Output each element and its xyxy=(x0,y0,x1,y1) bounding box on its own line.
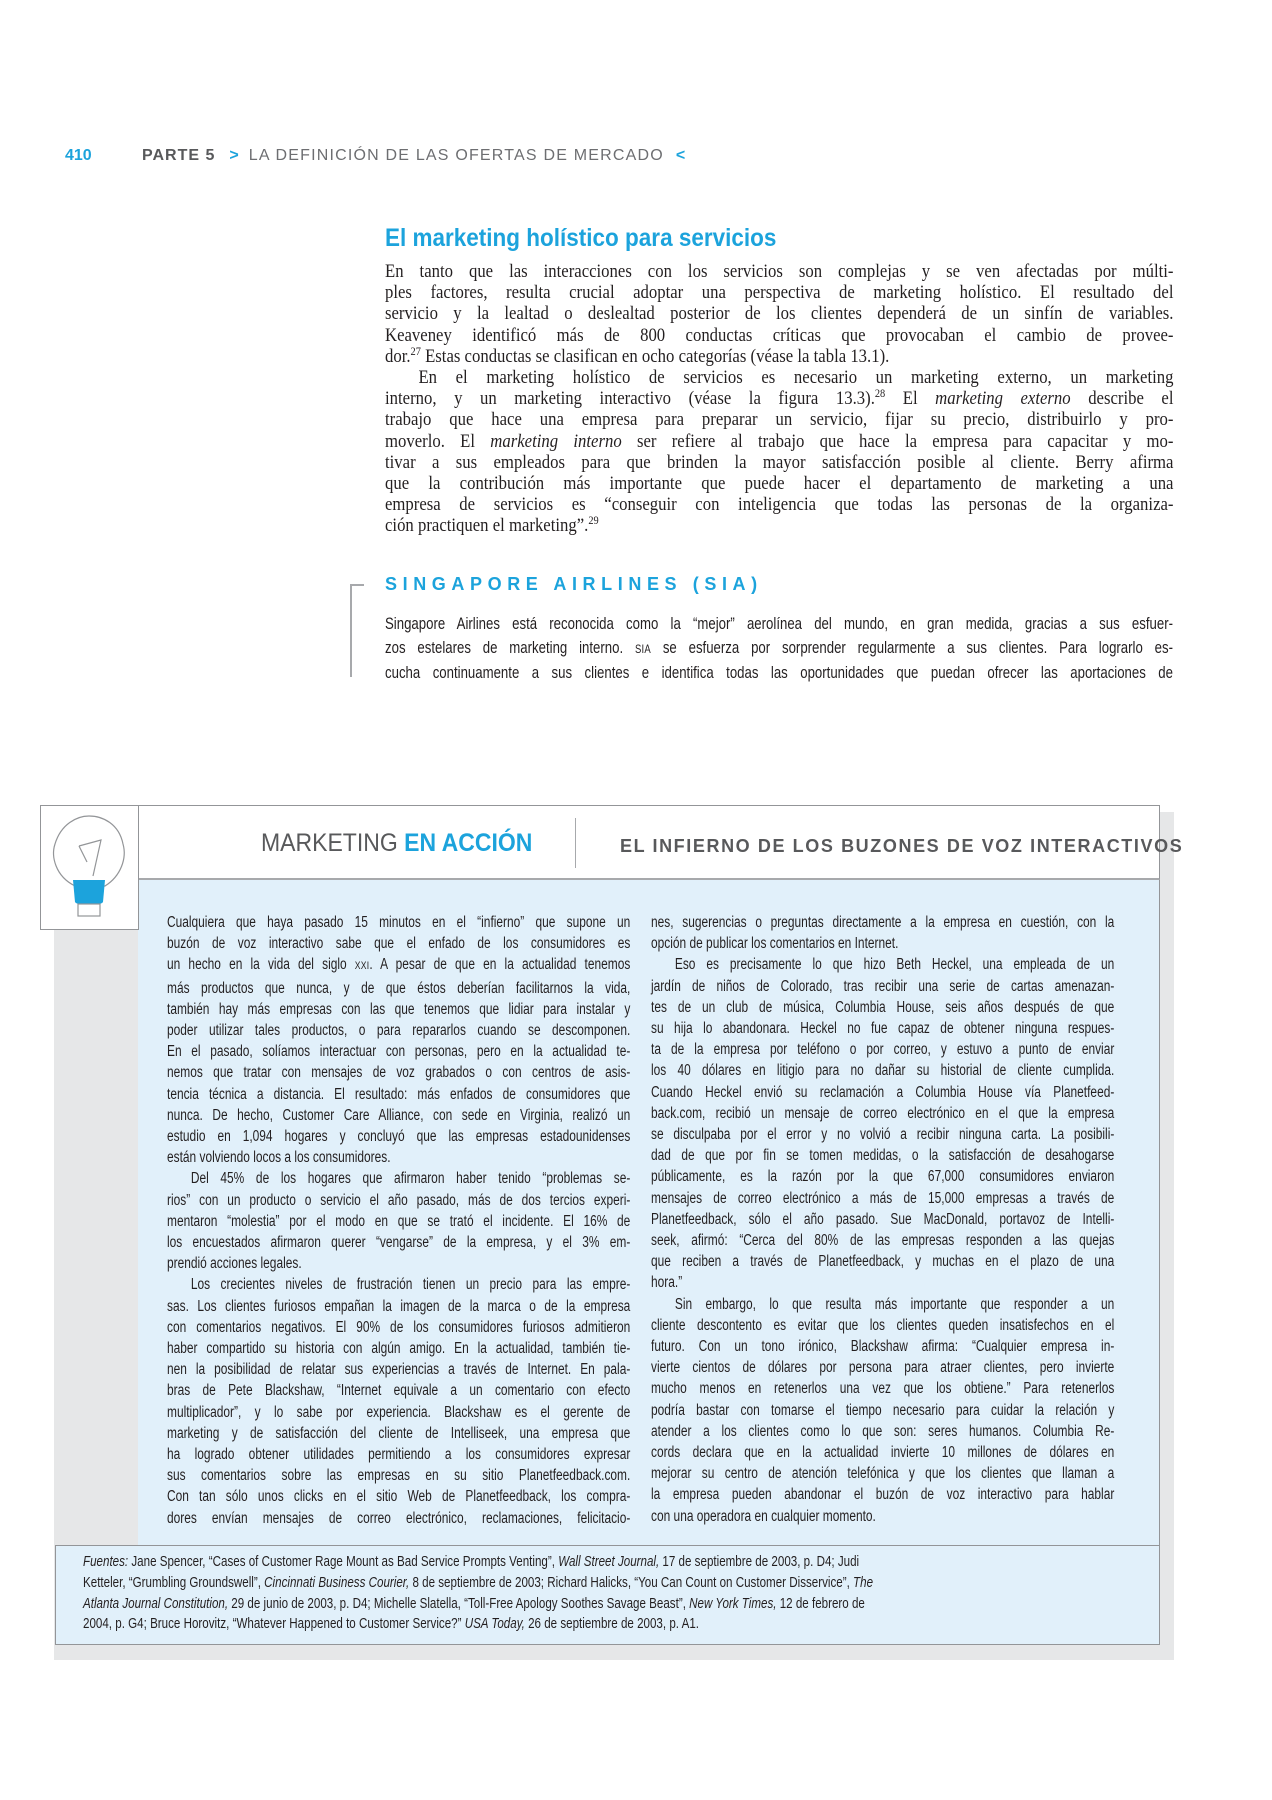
text-line xyxy=(385,367,1173,388)
text-run: ta de la empresa por teléfono o por correo, y estuvo a punto de enviar xyxy=(651,1041,1115,1059)
box-header xyxy=(138,805,1184,880)
text-line xyxy=(651,1230,1114,1251)
text-run: prendió acciones legales. xyxy=(167,1255,302,1273)
text-run: más productos que nunca, y de que éstos deberían facilitarnos la vida, xyxy=(167,979,631,997)
text-run: . A pesar de que en la actualidad tenemos xyxy=(369,956,631,974)
text-run: cliente descontento es evitar que los clientes queden insatisfechos en el xyxy=(651,1316,1115,1334)
box-body xyxy=(138,880,1160,1545)
text-run: ser refiere al trabajo que hace la empresa para capacitar y mo- xyxy=(621,430,1174,452)
text-run: vierte cientos de dólares por persona para atraer clientes, pero invierte xyxy=(651,1359,1115,1377)
text-line xyxy=(167,1465,630,1486)
text-line xyxy=(167,1147,630,1168)
text-line xyxy=(167,933,630,954)
text-run: haber compartido su historia con algún amigo. En la actualidad, también tie- xyxy=(167,1340,631,1358)
text-line xyxy=(385,636,1173,661)
text-line xyxy=(385,261,1173,282)
text-line xyxy=(167,1253,630,1274)
box-column-right xyxy=(651,912,1114,1527)
text-line xyxy=(651,1209,1114,1230)
text-run: En tanto que las interacciones con los servicios son complejas y se ven afectadas por múlti- xyxy=(385,261,1174,282)
text-line xyxy=(167,1296,630,1317)
text-run: cucha continuamente a sus clientes e identifica todas las oportunidades que puedan ofrecer las aportaciones de xyxy=(385,664,1173,682)
text-run: están volviendo locos a los consumidores. xyxy=(167,1149,391,1167)
text-run: sas. Los clientes furiosos empañan la imagen de la marca o de la empresa xyxy=(167,1297,631,1315)
text-line xyxy=(385,612,1173,636)
text-run: sus comentarios sobre las empresas en su sitio Planetfeedback.com. xyxy=(167,1467,631,1485)
text-run: los 40 dólares en litigio para no dañar su historial de cliente cumplida. xyxy=(651,1062,1115,1080)
text-line xyxy=(651,1082,1114,1103)
box-label-regular: MARKETING xyxy=(261,829,405,857)
text-run: 8 de septiembre de 2003; Richard Halicks, “You Can Count on Customer Disservice”, xyxy=(409,1574,854,1591)
text-run: 26 de septiembre de 2003, p. A1. xyxy=(524,1616,699,1633)
text-run: también hay más empresas con las que tenemos que lidiar para instalar y xyxy=(167,1000,631,1018)
text-run: En el marketing holístico de servicios es necesario un marketing externo, un marketing xyxy=(418,367,1174,389)
text-run: su hija lo abandonara. Heckel no fue capaz de obtener ninguna respues- xyxy=(651,1020,1115,1038)
sia-bracket-rule xyxy=(350,584,364,677)
text-run: 12 de febrero de xyxy=(776,1595,865,1612)
text-run: que reciben a través de Planetfeedback, y muchas en el plazo de una xyxy=(651,1253,1115,1271)
text-line xyxy=(167,1126,630,1147)
text-line xyxy=(167,912,630,933)
text-line xyxy=(83,1614,995,1635)
text-run: interno, y un marketing interactivo (véase la figura 13.3). xyxy=(385,388,875,410)
text-line xyxy=(167,1190,630,1211)
text-line xyxy=(167,1402,630,1423)
text-run: Estas conductas se clasifican en ocho categorías (véase la tabla 13.1). xyxy=(420,345,890,367)
text-run: futuro. Con un tono irónico, Blackshaw afirma: “Cualquier empresa in- xyxy=(651,1338,1115,1356)
italic-run: Atlanta Journal Constitution, xyxy=(83,1595,229,1612)
text-line xyxy=(167,999,630,1020)
text-line xyxy=(385,494,1173,515)
text-line xyxy=(651,1421,1114,1442)
text-line xyxy=(651,933,1114,954)
text-line xyxy=(167,1338,630,1359)
text-line xyxy=(167,1062,630,1083)
box-title: EL INFIERNO DE LOS BUZONES DE VOZ INTERACTIVOS xyxy=(620,836,1184,856)
footnote-ref: 29 xyxy=(588,514,599,528)
text-run: buzón de voz interactivo sabe que el enfado de los consumidores es xyxy=(167,935,631,953)
text-run: mejorar su centro de atención telefónica y que los clientes que llaman a xyxy=(651,1465,1115,1483)
text-run: mentaron “molestia” por el modo en que se trató el incidente. El 16% de xyxy=(167,1212,631,1230)
text-line xyxy=(651,912,1114,933)
text-line xyxy=(651,1124,1114,1145)
text-run: se disculpaba por el error y no volvió a recibir ninguna carta. La posibili- xyxy=(651,1126,1115,1144)
text-line xyxy=(167,978,630,999)
text-line xyxy=(651,1506,1114,1527)
sia-body-text xyxy=(385,612,1173,685)
text-line xyxy=(167,1359,630,1380)
text-run: ción practiquen el marketing”. xyxy=(385,515,589,537)
running-header xyxy=(65,147,695,165)
text-run: cords declara que en la actualidad invierte 10 millones de dólares en xyxy=(651,1444,1115,1462)
text-line xyxy=(651,1378,1114,1399)
text-run: mensajes de correo electrónico a más de 15,000 empresas a través de xyxy=(651,1189,1115,1207)
text-run: ha logrado obtener utilidades permitiendo a los consumidores expresar xyxy=(167,1446,631,1464)
text-run: dor. xyxy=(385,345,411,367)
text-run: estudio en 1,094 hogares y concluyó que las empresas estadounidenses xyxy=(167,1128,631,1146)
text-line xyxy=(651,1294,1114,1315)
text-run: un hecho en la vida del siglo xyxy=(167,956,355,974)
text-run: En el pasado, solíamos interactuar con personas, pero en la actualidad te- xyxy=(167,1043,631,1061)
text-line xyxy=(651,1484,1114,1505)
text-run: Eso es precisamente lo que hizo Beth Heckel, una empleada de un xyxy=(674,956,1115,974)
header-divider xyxy=(575,818,576,868)
italic-run: marketing externo xyxy=(935,388,1071,410)
sources-footer xyxy=(55,1545,1160,1645)
text-run: con una operadora en cualquier momento. xyxy=(651,1507,876,1525)
text-run: zos estelares de marketing interno. xyxy=(385,639,635,657)
text-run: nunca. De hecho, Customer Care Alliance, con sede en Virginia, realizó un xyxy=(167,1106,631,1124)
chevron-right-icon: > xyxy=(229,147,239,164)
text-run: nen la posibilidad de relatar sus experiencias a través de Internet. En pala- xyxy=(167,1361,631,1379)
text-line xyxy=(651,1357,1114,1378)
text-run: bras de Pete Blackshaw, “Internet equivale a un comentario con efecto xyxy=(167,1382,631,1400)
section-heading: El marketing holístico para servicios xyxy=(385,224,777,252)
text-run: Planetfeedback, sólo el año pasado. Sue MacDonald, portavoz de Intelli- xyxy=(651,1210,1115,1228)
page-number: 410 xyxy=(65,147,92,164)
text-line xyxy=(167,1423,630,1444)
text-line xyxy=(385,409,1173,430)
text-line xyxy=(167,1232,630,1253)
text-line xyxy=(651,954,1114,975)
sources-text xyxy=(83,1552,995,1635)
text-run: 2004, p. G4; Bruce Horovitz, “Whatever Happened to Customer Service?” xyxy=(83,1616,465,1633)
text-line xyxy=(167,1084,630,1105)
text-run: Cualquiera que haya pasado 15 minutos en el “infierno” que supone un xyxy=(167,914,631,931)
text-run: trabajo que hace una empresa para preparar un servicio, fijar su precio, distribuirlo y pro- xyxy=(385,409,1174,431)
text-run: los encuestados afirmaron querer “vengarse” de la empresa, y el 3% em- xyxy=(167,1234,631,1252)
text-run: dad de que por fin se tomen medidas, o la satisfacción de desahogarse xyxy=(651,1147,1115,1165)
text-run: Con tan sólo unos clicks en el sitio Web de Planetfeedback, los compra- xyxy=(167,1488,631,1506)
text-run: Jane Spencer, “Cases of Customer Rage Mount as Bad Service Prompts Venting”, xyxy=(128,1554,559,1570)
text-run: atender a los clientes como lo que son: seres humanos. Columbia Re- xyxy=(651,1422,1115,1440)
main-body-text xyxy=(385,261,1173,537)
text-line xyxy=(167,1274,630,1295)
text-line xyxy=(651,1103,1114,1124)
text-run: poder utilizar tales productos, o para repararlos cuando se descomponen. xyxy=(167,1022,631,1040)
italic-run: Cincinnati Business Courier, xyxy=(264,1574,410,1591)
text-line xyxy=(385,661,1173,685)
footnote-ref: 28 xyxy=(874,387,886,401)
text-run: se esfuerza por sorprender regularmente a sus clientes. Para lograrlo es- xyxy=(650,639,1173,657)
text-run: ples factores, resulta crucial adoptar una perspectiva de marketing holístico. El resultado del xyxy=(385,282,1174,304)
italic-run: The xyxy=(853,1574,874,1591)
text-run: la empresa pueden abandonar el buzón de voz interactivo para hablar xyxy=(651,1486,1115,1504)
text-line xyxy=(651,1060,1114,1081)
text-line xyxy=(651,997,1114,1018)
text-line xyxy=(385,325,1173,346)
box-label xyxy=(261,829,532,858)
text-line xyxy=(651,1400,1114,1421)
text-line xyxy=(651,976,1114,997)
text-line xyxy=(83,1594,995,1615)
text-run: que la contribución más importante que puede hacer el departamento de marketing a una xyxy=(385,473,1174,495)
italic-run: USA Today, xyxy=(464,1616,525,1633)
text-run: Cuando Heckel envió su reclamación a Columbia House vía Planetfeed- xyxy=(651,1083,1115,1101)
text-line xyxy=(651,1145,1114,1166)
sia-heading: SINGAPORE AIRLINES (SIA) xyxy=(385,574,763,594)
footnote-ref: 27 xyxy=(410,344,421,358)
text-line xyxy=(385,431,1173,452)
text-run: tivar a sus empleados para que brinden la mayor satisfacción posible al cliente. Berry afirma xyxy=(385,451,1174,473)
text-line xyxy=(651,1166,1114,1187)
part-label: PARTE 5 xyxy=(142,147,216,164)
lightbulb-icon xyxy=(40,805,139,930)
text-run: opción de publicar los comentarios en Internet. xyxy=(651,935,899,953)
chevron-left-icon: < xyxy=(675,147,686,164)
text-run: públicamente, es la razón por la que 67,000 consumidores enviaron xyxy=(651,1168,1115,1186)
text-line xyxy=(167,1041,630,1062)
text-run: back.com, recibió un mensaje de correo electrónico en el que la empresa xyxy=(651,1104,1115,1122)
text-run: dores envían mensajes de correo electrónico, reclamaciones, felicitacio- xyxy=(167,1509,631,1527)
text-line xyxy=(385,303,1173,324)
text-line xyxy=(385,282,1173,303)
text-line xyxy=(651,1251,1114,1272)
text-line xyxy=(167,1508,630,1529)
text-run: 17 de septiembre de 2003, p. D4; Judi xyxy=(659,1554,860,1570)
text-line xyxy=(385,452,1173,473)
italic-run: New York Times, xyxy=(689,1595,777,1612)
text-line xyxy=(167,954,630,977)
text-run: El xyxy=(885,388,936,410)
text-run: jardín de niños de Colorado, tras recibir una serie de cartas amenazan- xyxy=(651,977,1115,995)
italic-run: Fuentes: xyxy=(83,1554,129,1570)
text-line xyxy=(651,1336,1114,1357)
italic-run: Wall Street Journal, xyxy=(558,1554,660,1570)
text-line xyxy=(651,1272,1114,1293)
section-label: LA DEFINICIÓN DE LAS OFERTAS DE MERCADO xyxy=(248,147,664,164)
text-run: servicio y la lealtad o deslealtad posterior de los clientes dependerá de un sinfín de variables. xyxy=(385,303,1174,325)
text-run: marketing y de satisfacción del cliente de Intelliseek, una empresa que xyxy=(167,1424,631,1442)
text-run: Singapore Airlines está reconocida como la “mejor” aerolínea del mundo, en gran medida, gracias a sus esfuer- xyxy=(385,615,1173,633)
text-run: podría bastar con tomarse el tiempo necesario para cuidar la relación y xyxy=(651,1401,1115,1419)
text-run: describe el xyxy=(1070,388,1174,410)
text-line xyxy=(167,1444,630,1465)
text-run: Del 45% de los hogares que afirmaron haber tenido “problemas se- xyxy=(190,1170,631,1188)
text-run: seek, afirmó: “Cerca del 80% de las empresas responden a las quejas xyxy=(651,1232,1115,1250)
small-caps-run: SIA xyxy=(634,642,651,656)
text-run: multiplicador”, y lo sabe por experiencia. Blackshaw es el gerente de xyxy=(167,1403,631,1421)
text-run: Keaveney identificó más de 800 conductas críticas que provocaban el cambio de provee- xyxy=(385,324,1174,346)
text-line xyxy=(651,1188,1114,1209)
text-run: tencia técnica a distancia. El resultado: más enfados de consumidores que xyxy=(167,1085,631,1103)
text-line xyxy=(651,1442,1114,1463)
text-line xyxy=(167,1020,630,1041)
text-line xyxy=(83,1573,995,1594)
text-line xyxy=(167,1211,630,1232)
text-line xyxy=(167,1168,630,1189)
text-run: nes, sugerencias o preguntas directamente a la empresa en cuestión, con la xyxy=(651,914,1115,931)
text-line xyxy=(385,346,1173,367)
text-line xyxy=(651,1463,1114,1484)
text-line xyxy=(651,1039,1114,1060)
text-line xyxy=(385,515,1173,536)
text-line xyxy=(651,1018,1114,1039)
marketing-en-accion-box xyxy=(40,805,1184,1645)
small-caps-run: XXI xyxy=(354,960,370,973)
italic-run: marketing interno xyxy=(490,430,622,452)
box-label-bold: EN ACCIÓN xyxy=(404,829,533,857)
text-run: nemos que tratar con mensajes de voz grabados o con centros de asis- xyxy=(167,1064,631,1082)
text-line xyxy=(651,1315,1114,1336)
text-line xyxy=(385,473,1173,494)
box-column-left xyxy=(167,912,630,1529)
text-line xyxy=(167,1486,630,1507)
text-run: mucho menos en retenerlos una vez que los obtiene.” Para retenerlos xyxy=(651,1380,1115,1398)
text-run: tes de un club de música, Columbia House, seis años después de que xyxy=(651,998,1115,1016)
text-run: rios” con un producto o servicio el año pasado, más de dos tercios experi- xyxy=(167,1191,631,1209)
text-line xyxy=(385,388,1173,409)
text-run: hora.” xyxy=(651,1274,683,1292)
text-run: moverlo. El xyxy=(385,430,491,452)
text-line xyxy=(167,1105,630,1126)
text-run: con comentarios negativos. El 90% de los consumidores furiosos admitieron xyxy=(167,1318,631,1336)
text-line xyxy=(167,1380,630,1401)
text-line xyxy=(83,1552,995,1573)
text-run: 29 de junio de 2003, p. D4; Michelle Slatella, “Toll-Free Apology Soothes Savage Beast”, xyxy=(228,1595,690,1612)
text-line xyxy=(167,1317,630,1338)
text-run: empresa de servicios es “conseguir con inteligencia que todas las personas de la organiza- xyxy=(385,494,1174,516)
text-run: Los crecientes niveles de frustración tienen un precio para las empre- xyxy=(190,1276,631,1294)
text-run: Ketteler, “Grumbling Groundswell”, xyxy=(83,1574,265,1591)
text-run: Sin embargo, lo que resulta más importante que responder a un xyxy=(674,1295,1115,1313)
